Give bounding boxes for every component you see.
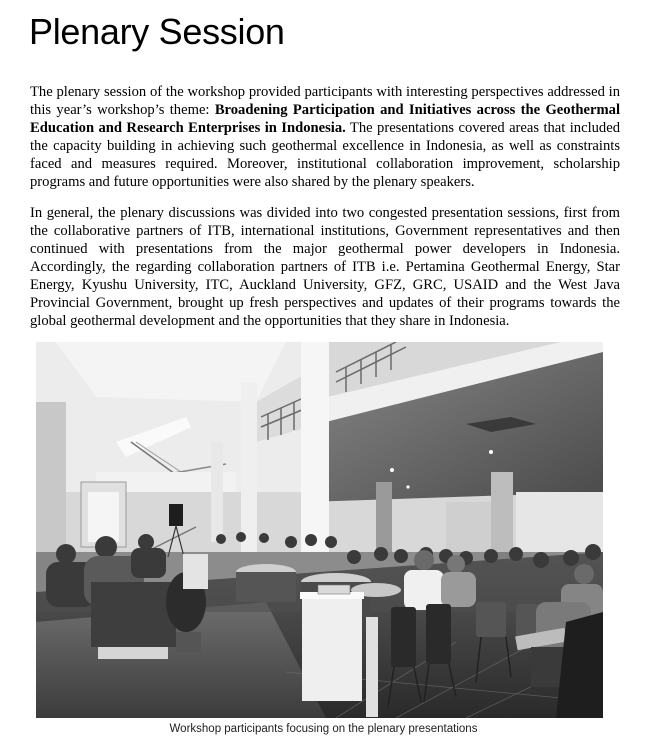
workshop-photo-illustration [36,342,603,718]
intro-rest-text: The presentations covered areas that included the capacity building in achieving such geothermal excellence in Indonesia, as well as constraints faced and measures required. Moreover, institutional collaboration improvement, scholarship programs and future opportunities were also shared by the plenary speakers. [30,120,621,190]
workshop-photo [36,342,603,718]
intro-paragraph [30,83,620,191]
workshop-theme: Broadening Participation and Initiatives across the Geothermal Education and Research Enterprises in Indonesia. [30,102,621,136]
sessions-paragraph: In general, the plenary discussions was divided into two congested presentation sessions, first from the collaborative partners of ITB, international institutions, Government representatives and then continued with presentations from the major geothermal power developers in Indonesia. Accordingly, the regarding collaboration partners of ITB i.e. Pertamina Geothermal Energy, Star Energy, Kyushu University, ITC, Auckland University, GFZ, GRC, USAID and the West Java Provincial Government, brought up fresh perspectives and updates of their programs towards the global geothermal development and the opportunities that they share in Indonesia. [30,205,620,329]
page-title: Plenary Session [29,11,285,52]
intro-text: The plenary session of the workshop provided participants with interesting perspectives addressed in this year’s workshop’s theme: [30,84,620,118]
figure-caption: Workshop participants focusing on the plenary presentations [169,723,478,735]
